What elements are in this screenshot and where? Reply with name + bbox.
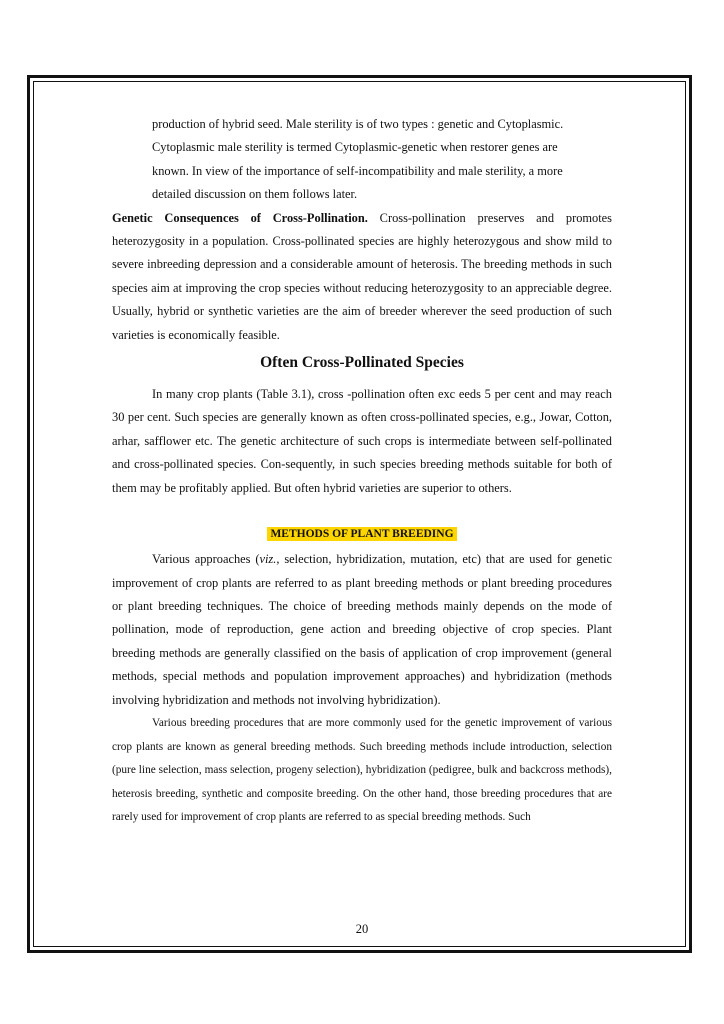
intro-line: known. In view of the importance of self-incompatibility and male sterility, a more	[152, 163, 563, 178]
methods-paragraph	[112, 548, 612, 712]
genetic-consequences-paragraph	[112, 207, 612, 347]
methods-text-before: Various approaches (	[152, 552, 260, 567]
intro-line: production of hybrid seed. Male sterility is of two types : genetic and Cytoplasmic.	[152, 117, 564, 131]
intro-line: Cytoplasmic male sterility is termed Cytoplasmic-genetic when restorer genes are	[152, 140, 558, 155]
methods-text-after: selection, hybridization, mutation, etc) that are used for genetic improvement of crop plants are referred to as plant breeding methods or plant breeding procedures or plant breeding techniques. The choice of breeding methods mainly depends on the mode of pollination, mode of reproduction, gene action and breeding objective of crop species. Plant breeding methods are generally classified on the basis of application of crop improvement (general methods, special methods and population improvement approaches) and hybridization (methods involving hybridization and methods not involving hybridization).	[112, 552, 612, 707]
genetic-consequences-body: Cross-pollination preserves and promotes heterozygosity in a population. Cross-pollinated species are highly heterozygous and show mild to severe inbreeding depression and a considerable amount of heterosis. The breeding methods in such species aim at improving the crop species without reducing heterozygosity to an appreciable degree. Usually, hybrid or synthetic varieties are the aim of breeder wherever the seed production of such varieties is economically feasible.	[112, 210, 612, 342]
general-methods-paragraph: Various breeding procedures that are more commonly used for the genetic improvement of various crop plants are known as general breeding methods. Such breeding methods include introduction, selection (pure line selection, mass selection, progeny selection), hybridization (pedigree, bulk and backcross methods), heterosis breeding, synthetic and composite breeding. On the other hand, those breeding procedures that are rarely used for improvement of crop plants are referred to as special breeding methods. Such	[112, 716, 612, 824]
methods-heading-wrap	[112, 525, 612, 542]
intro-line: detailed discussion on them follows later.	[152, 187, 358, 202]
genetic-consequences-lead: Genetic Consequences of Cross-Pollination.	[112, 210, 368, 225]
page-number: 20	[355, 922, 369, 936]
section-heading-often-cross-pollinated: Often Cross-Pollinated Species	[260, 354, 464, 372]
page-content	[112, 113, 612, 830]
intro-block	[112, 113, 612, 207]
methods-text-italic: viz.,	[259, 552, 280, 567]
section-heading-methods: METHODS OF PLANT BREEDING	[267, 527, 456, 541]
often-cross-pollinated-paragraph: In many crop plants (Table 3.1), cross -pollination often exc eeds 5 per cent and may reach 30 per cent. Such species are generally known as often cross-pollinated species, e.g., Jowar, Cotton, arhar, safflower etc. The genetic architecture of such crops is intermediate between self-pollinated and cross-pollinated species. Con-sequently, in such species breeding methods suitable for both of them may be profitably applied. But often hybrid varieties are superior to others.	[112, 387, 612, 495]
